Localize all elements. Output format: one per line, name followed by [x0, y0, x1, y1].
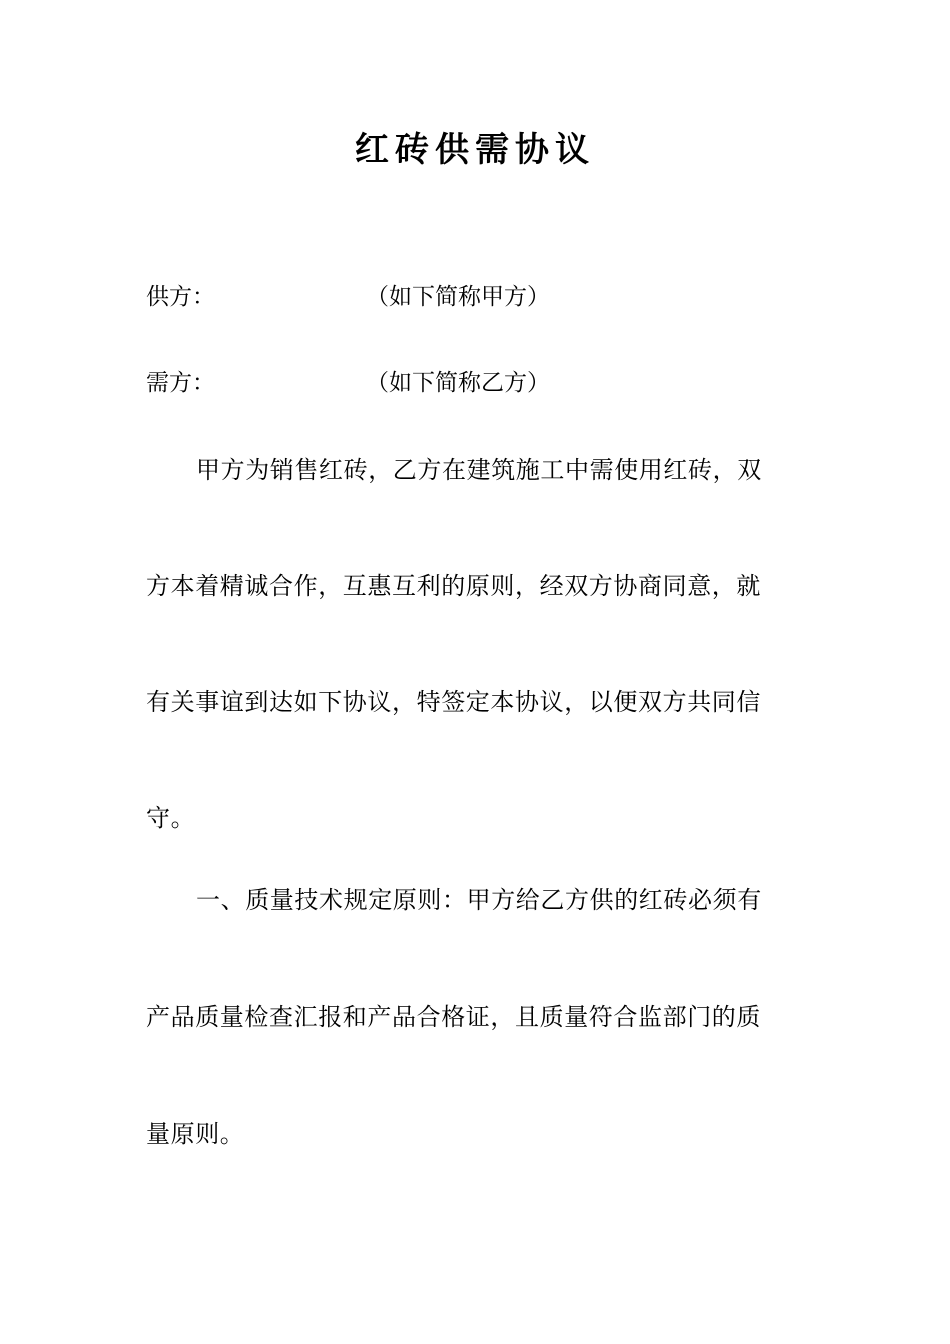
- paragraph-line: 甲方为销售红砖，乙方在建筑施工中需使用红砖，双: [196, 456, 762, 484]
- paragraph-line: 产品质量检查汇报和产品合格证，且质量符合监部门的质: [146, 1003, 761, 1031]
- supplier-note: （如下简称甲方）: [366, 284, 550, 310]
- intro-paragraph: [146, 455, 806, 919]
- paragraph-line: 量原则。: [146, 1120, 245, 1148]
- supplier-line: [146, 282, 550, 312]
- paragraph-line: 守。: [146, 804, 196, 832]
- buyer-note: （如下简称乙方）: [366, 370, 550, 396]
- document-title: 红砖供需协议: [355, 130, 595, 170]
- paragraph-line: 方本着精诚合作，互惠互利的原则，经双方协商同意，就: [146, 572, 761, 600]
- buyer-label: 需方：: [146, 370, 215, 396]
- paragraph-line: 一、质量技术规定原则：甲方给乙方供的红砖必须有: [196, 886, 762, 914]
- quality-clause-paragraph: [146, 885, 806, 1236]
- buyer-line: [146, 368, 550, 398]
- supplier-label: 供方：: [146, 284, 215, 310]
- paragraph-line: 有关事谊到达如下协议，特签定本协议，以便双方共同信: [146, 688, 761, 716]
